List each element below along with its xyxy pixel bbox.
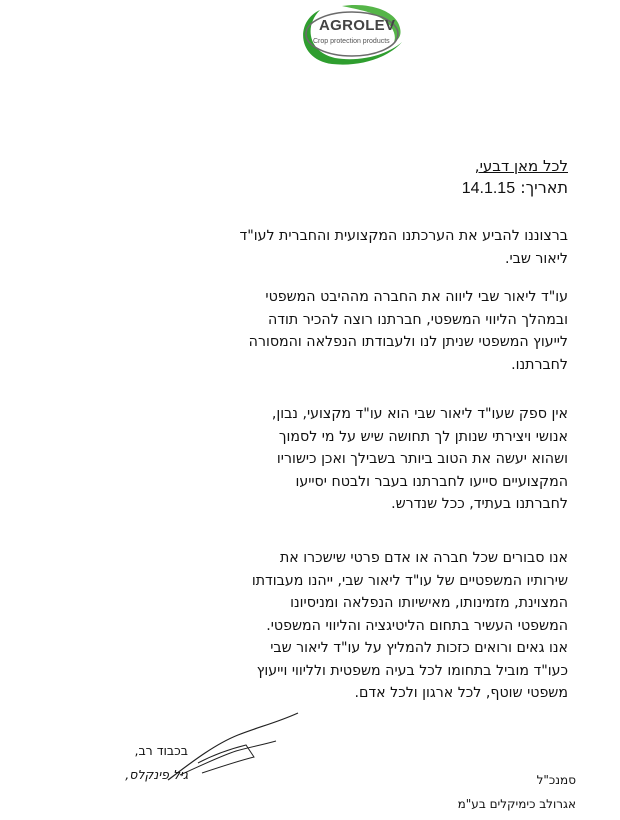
paragraph-line: אנו סבורים שכל חברה או אדם פרטי שישכרו את (279, 550, 568, 566)
paragraph-line: לייעוץ המשפטי שניתן לנו ולעבודתו הנפלאה והמסורה (248, 334, 568, 350)
paragraph-line: שירותיו המשפטיים של עו"ד ליאור שבי, ייהנו מעבודתו (251, 572, 568, 589)
closing-name: גיל פינקלס, (125, 767, 188, 782)
paragraph-3 (68, 403, 568, 516)
paragraph-line: המצוינת, מזמינותו, מאישיותו הנפלאה ומניסיונו (290, 595, 568, 611)
logo-brand: AGROLEV (319, 17, 396, 34)
paragraph-line: ברצוננו להביע את הערכתנו המקצועית והחברית לעו"ד (239, 228, 568, 244)
paragraph-line: המשפטי העשיר בתחום הליטיגציה והליווי המשפטי. (266, 617, 568, 634)
signer-company: אגרולב כימיקלים בע"מ (457, 797, 576, 811)
paragraph-line: משפטי שוטף, לכל ארגון ולכל אדם. (354, 685, 568, 701)
agrolev-logo (290, 2, 410, 72)
paragraph-line: ליאור שבי. (504, 250, 568, 267)
paragraph-line: המקצועיים סייעו לחברתנו בעבר ולבטח יסייעו (295, 473, 568, 490)
paragraph-line: לחברתנו בעתיד, ככל שנדרש. (391, 496, 568, 512)
paragraph-line: ובמהלך הליווי המשפטי, חברתנו רוצה להכיר תודה (268, 311, 568, 328)
paragraph-line: אין ספק שעו"ד ליאור שבי הוא עו"ד מקצועי, נבון, (271, 406, 568, 422)
greeting: לכל מאן דבעי, (474, 157, 568, 175)
date-label: תאריך: (520, 178, 568, 197)
signer-title: סמנכ"ל (536, 773, 576, 787)
paragraph-2 (68, 286, 568, 376)
paragraph-line: ושהוא יעשה את הטוב ביותר בשבילך ואכן כישוריו (276, 451, 568, 467)
paragraph-line: לחברתנו. (511, 356, 568, 373)
closing (125, 739, 188, 787)
paragraph-1 (68, 225, 568, 270)
date-value: 14.1.15 (461, 180, 516, 197)
paragraph-line: אנו גאים ורואים כזכות להמליץ על עו"ד ליאור שבי (270, 640, 568, 656)
paragraph-line: עו"ד ליאור שבי ליווה את החברה מההיבט המשפטי (265, 289, 568, 305)
paragraph-line: אנושי ויצירתי שנותן לך תחושה שיש על מי לסמוך (278, 428, 568, 445)
date-line (68, 178, 568, 198)
logo-tagline: Crop protection products (313, 38, 390, 45)
signer-block (458, 768, 576, 816)
closing-regards: בכבוד רב, (134, 743, 188, 758)
paragraph-line: כעו"ד מוביל בתחומו לכל בעיה משפטית ולליווי וייעוץ (256, 662, 568, 679)
paragraph-4 (68, 547, 568, 705)
